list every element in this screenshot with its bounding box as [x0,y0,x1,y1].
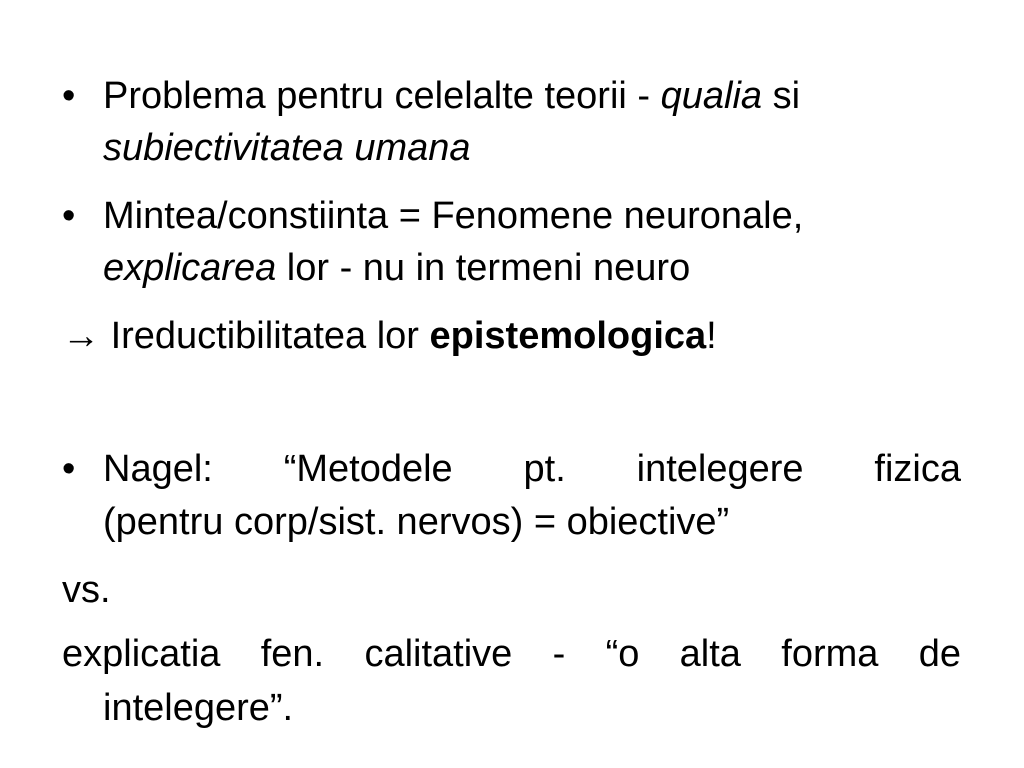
bullet-3-word: intelegere [636,448,804,490]
vs-line [62,564,111,616]
conclusion-tail: ! [706,315,717,357]
bullet-dot: • [62,448,76,490]
bullet-1-line-1 [103,70,800,122]
vs-text: vs. [62,569,111,611]
bullet-dot: • [62,75,76,117]
arrow-icon: → [62,315,100,357]
conclusion-bold: epistemologica [429,315,707,357]
bullet-3-line-2-text: (pentru corp/sist. nervos) = obiective” [103,501,730,543]
bullet-3-word: fizica [874,448,961,490]
explanation-line-2 [103,682,293,734]
bullet-2-line-1 [103,190,803,242]
bullet-1-line-2 [103,122,471,174]
bullet-1-italic: qualia [660,75,763,117]
explanation-word: alta [679,633,741,675]
bullet-3-line-2 [103,496,729,548]
explanation-word: explicatia [62,633,221,675]
bullet-2-tail: lor - nu in termeni neuro [286,247,691,289]
bullet-2-line-2 [103,242,690,294]
explanation-word: - [552,633,566,675]
bullet-3-word: “Metodele [283,448,453,490]
explanation-word: forma [781,633,879,675]
explanation-word: calitative [364,633,513,675]
bullet-3-word: Nagel: [103,448,213,490]
explanation-word: de [918,633,961,675]
explanation-word: “o [605,633,640,675]
conclusion-text: Ireductibilitatea lor [110,315,419,357]
explanation-line-1 [62,628,961,680]
bullet-dot: • [62,195,76,237]
explanation-line-2-text: intelegere”. [103,687,294,729]
bullet-2-text: Mintea/constiinta = Fenomene neuronale, [103,195,804,237]
explanation-word: fen. [260,633,325,675]
bullet-2-italic: explicarea [103,247,277,289]
bullet-3-word: pt. [523,448,566,490]
bullet-1-text: Problema pentru celelalte teorii - [103,75,651,117]
conclusion-line [62,310,717,362]
bullet-1-tail: si [772,75,801,117]
bullet-3-line-1 [103,443,961,495]
bullet-1-line-2-italic: subiectivitatea umana [103,127,471,169]
